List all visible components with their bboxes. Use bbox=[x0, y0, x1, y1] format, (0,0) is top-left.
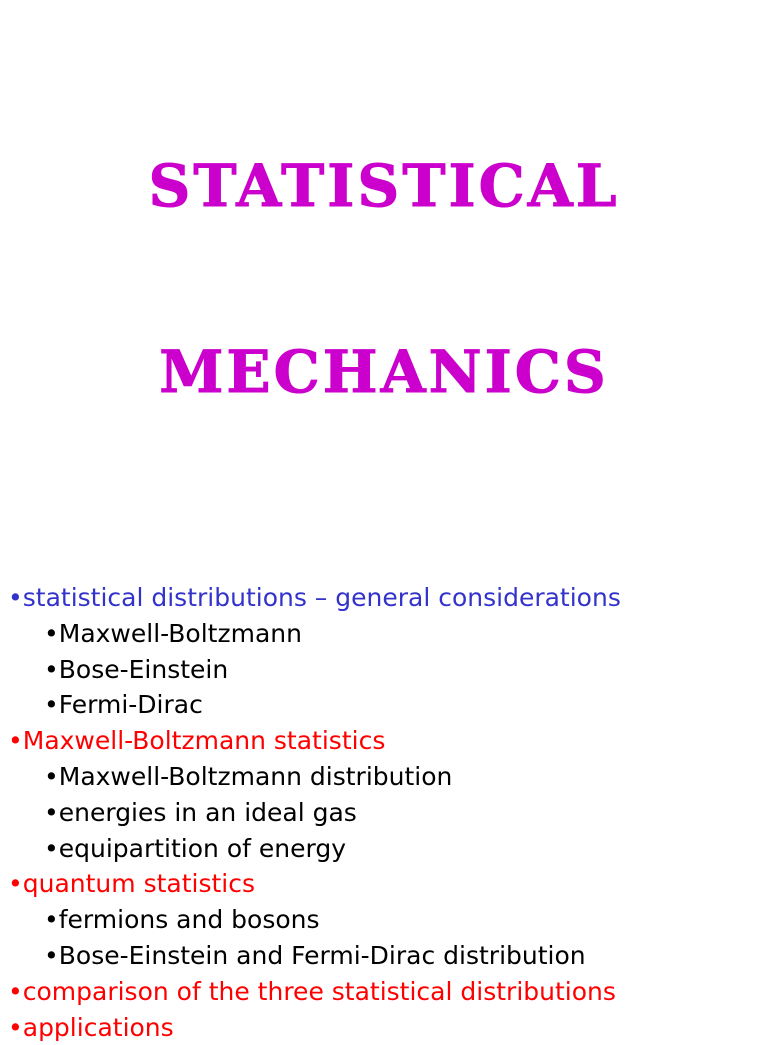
subitem-equipartition: •equipartition of energy bbox=[44, 833, 346, 863]
section-statistical-distributions: •statistical distributions – general considerations bbox=[8, 583, 621, 612]
section-maxwell-boltzmann-statistics: •Maxwell-Boltzmann statistics bbox=[8, 726, 386, 756]
subitem-bose-einstein: •Bose-Einstein bbox=[44, 654, 229, 684]
topic-outline bbox=[0, 580, 768, 1045]
section-applications: •applications bbox=[8, 1012, 174, 1042]
section-quantum-statistics: •quantum statistics bbox=[8, 869, 256, 899]
subitem-ideal-gas-energies: •energies in an ideal gas bbox=[44, 797, 357, 827]
subitem-be-fd-distribution: •Bose-Einstein and Fermi-Dirac distribution bbox=[44, 940, 586, 970]
subitem-fermions-bosons: •fermions and bosons bbox=[44, 905, 320, 935]
subitem-mb-distribution: •Maxwell-Boltzmann distribution bbox=[44, 761, 453, 791]
section-comparison: •comparison of the three statistical distributions bbox=[8, 976, 616, 1006]
subitem-fermi-dirac: •Fermi-Dirac bbox=[44, 690, 203, 720]
title-line-2: MECHANICS bbox=[159, 338, 609, 406]
title-line-1: STATISTICAL bbox=[148, 152, 620, 220]
subitem-maxwell-boltzmann: •Maxwell-Boltzmann bbox=[44, 618, 302, 648]
